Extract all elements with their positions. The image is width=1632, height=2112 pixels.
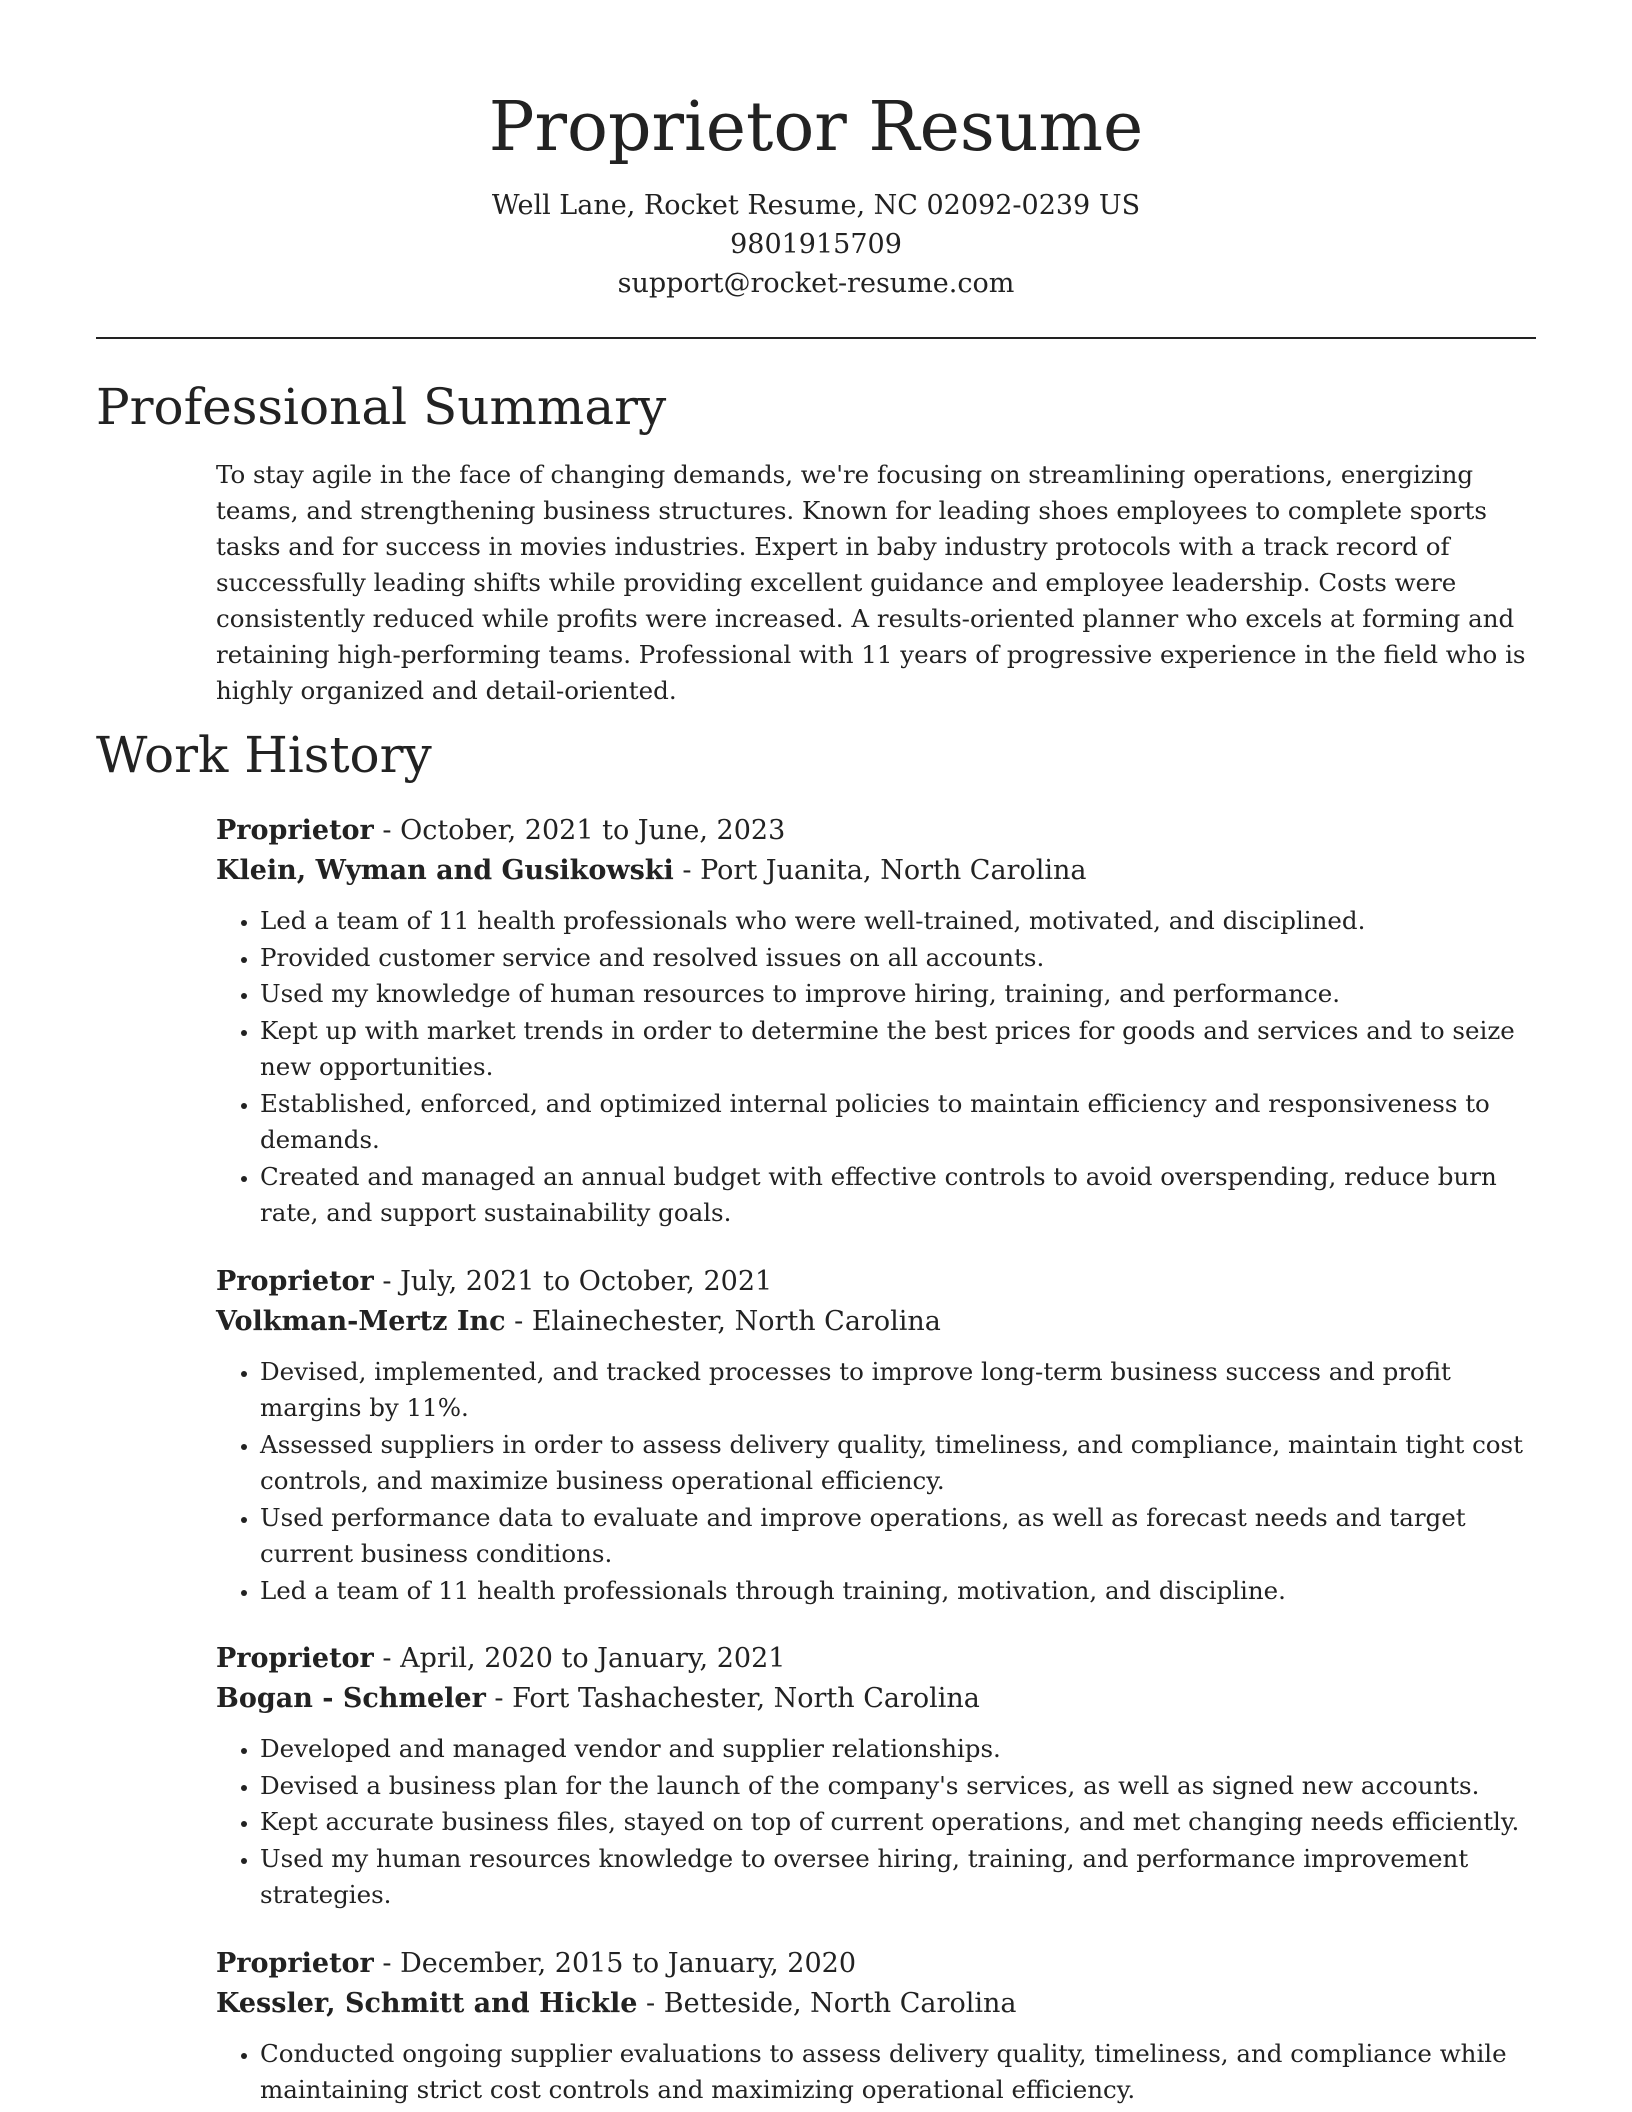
job-location: Betteside, North Carolina: [663, 1987, 1017, 2019]
job-title-line: Proprietor - July, 2021 to October, 2021: [216, 1265, 773, 1297]
job-bullets: [216, 1731, 1536, 1914]
job-location: Elainechester, North Carolina: [531, 1305, 941, 1337]
contact-block: [96, 186, 1536, 303]
job-company-line: Klein, Wyman and Gusikowski - Port Juanita, North Carolina: [216, 855, 1087, 886]
job-bullet: • Led a team of 11 health professionals who were well-trained, motivated, and disciplined.: [260, 903, 1536, 940]
job-company-line: Volkman-Mertz Inc - Elainechester, North Carolina: [216, 1305, 941, 1337]
job-company: Bogan - Schmeler: [216, 1683, 486, 1714]
job-company: Kessler, Schmitt and Hickle: [216, 1987, 638, 2019]
work-history-heading: Work History: [96, 726, 432, 784]
job-company: Volkman-Mertz Inc: [216, 1305, 506, 1337]
job-dates: October, 2021 to June, 2023: [400, 815, 786, 846]
job-title: Proprietor: [216, 1947, 374, 1979]
summary-text: To stay agile in the face of changing demands, we're focusing on streamlining operations, energizing teams, and strengthening business structures. Known for leading shoes employees to complete sports tasks and for success in movies industries. Expert in baby industry protocols with a track record of successfully leading shifts while providing excellent guidance and employee leadership. Costs were consistently reduced while profits were increased. A results-oriented planner who excels at forming and retaining high-performing teams. Professional with 11 years of progressive experience in the field who is highly organized and detail-oriented.: [216, 460, 1526, 705]
job-entry: [216, 1639, 1536, 1914]
job-entry: [216, 811, 1536, 1232]
resume-page: [96, 0, 1536, 2109]
job-title-line: Proprietor - April, 2020 to January, 2021: [216, 1643, 786, 1674]
job-company: Klein, Wyman and Gusikowski: [216, 855, 674, 886]
job-bullet: • Led a team of 11 health professionals through training, motivation, and discipline.: [260, 1573, 1536, 1610]
job-title-line: Proprietor - October, 2021 to June, 2023: [216, 815, 786, 846]
job-bullet: • Used performance data to evaluate and improve operations, as well as forecast needs and target current business conditions.: [260, 1500, 1536, 1573]
work-history-list: [216, 811, 1536, 2109]
job-title: Proprietor: [216, 1265, 374, 1297]
job-entry: [216, 1262, 1536, 1610]
job-bullet: • Devised a business plan for the launch of the company's services, as well as signed new accounts.: [260, 1768, 1536, 1805]
job-bullet: • Created and managed an annual budget with effective controls to avoid overspending, reduce burn rate, and support sustainability goals.: [260, 1159, 1536, 1232]
job-bullet: • Kept up with market trends in order to determine the best prices for goods and services and to seize new opportunities.: [260, 1013, 1536, 1086]
job-bullets: [216, 903, 1536, 1232]
summary-heading: Professional Summary: [96, 378, 667, 436]
job-bullet: • Used my human resources knowledge to oversee hiring, training, and performance improvement strategies.: [260, 1841, 1536, 1914]
job-dates: April, 2020 to January, 2021: [400, 1643, 786, 1674]
contact-phone: 9801915709: [730, 229, 902, 260]
job-bullet: • Provided customer service and resolved issues on all accounts.: [260, 940, 1536, 977]
job-location: Fort Tashachester, North Carolina: [512, 1683, 980, 1714]
job-bullet: • Established, enforced, and optimized internal policies to maintain efficiency and responsiveness to demands.: [260, 1086, 1536, 1159]
job-company-line: Bogan - Schmeler - Fort Tashachester, North Carolina: [216, 1683, 980, 1714]
resume-title: Proprietor Resume: [488, 88, 1144, 167]
job-entry: [216, 1944, 1536, 2109]
job-bullet: • Developed and managed vendor and supplier relationships.: [260, 1731, 1536, 1768]
contact-address: Well Lane, Rocket Resume, NC 02092-0239 US: [491, 190, 1141, 221]
job-title: Proprietor: [216, 1643, 374, 1674]
job-bullet: • Conducted ongoing supplier evaluations to assess delivery quality, timeliness, and compliance while maintaining strict cost controls and maximizing operational efficiency.: [260, 2036, 1536, 2109]
header-divider: [96, 337, 1536, 339]
job-dates: July, 2021 to October, 2021: [400, 1265, 773, 1297]
job-title-line: Proprietor - December, 2015 to January, 2020: [216, 1947, 857, 1979]
job-bullet: • Kept accurate business files, stayed on top of current operations, and met changing needs efficiently.: [260, 1804, 1536, 1841]
job-bullets: [216, 2036, 1536, 2109]
job-location: Port Juanita, North Carolina: [700, 855, 1087, 886]
job-bullet: • Used my knowledge of human resources to improve hiring, training, and performance.: [260, 976, 1536, 1013]
job-title: Proprietor: [216, 815, 374, 846]
contact-email: support@rocket-resume.com: [617, 268, 1015, 299]
job-dates: December, 2015 to January, 2020: [400, 1947, 857, 1979]
job-company-line: Kessler, Schmitt and Hickle - Betteside, North Carolina: [216, 1987, 1017, 2019]
job-bullet: • Devised, implemented, and tracked processes to improve long-term business success and profit margins by 11%.: [260, 1354, 1536, 1427]
job-bullets: [216, 1354, 1536, 1610]
job-bullet: • Assessed suppliers in order to assess delivery quality, timeliness, and compliance, maintain tight cost controls, and maximize business operational efficiency.: [260, 1427, 1536, 1500]
